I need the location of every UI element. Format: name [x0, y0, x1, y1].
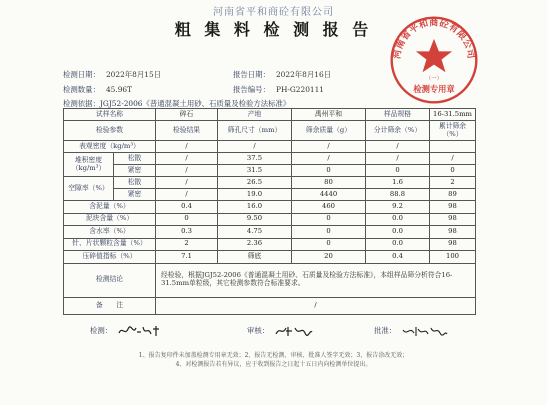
- cell: /: [156, 141, 218, 153]
- tester-label: 检测：: [90, 326, 113, 335]
- cell: 0: [292, 213, 366, 226]
- report-no-value: PH-G220111: [275, 85, 325, 94]
- cell: /: [156, 189, 218, 201]
- quantity-value: 45.96T: [105, 85, 133, 94]
- cell: 2.36: [218, 238, 292, 251]
- footnote-line-1: 1、报告复印件未加盖检测专用章无效；2、报告无检测、审核、批准人签字无效；3、报告涂改无效；: [138, 352, 409, 359]
- cell: 紧密: [114, 165, 156, 177]
- report-title: 粗 集 料 检 测 报 告: [174, 20, 373, 39]
- report-date-value: 2022年8月16日: [275, 70, 332, 79]
- reviewer-label: 审核：: [247, 326, 270, 335]
- remark-row: [64, 297, 476, 314]
- origin-value: 禹州平和: [292, 109, 366, 121]
- cell: 2: [430, 177, 476, 189]
- stamp-ring-text: 河南省平和商砼有限公司: [391, 17, 477, 60]
- cell: 1.6: [366, 177, 430, 189]
- cell: /: [366, 153, 430, 165]
- remark-label: 备 注: [64, 297, 156, 314]
- approver-label: 批准：: [374, 326, 397, 335]
- report-date-row: [233, 69, 331, 80]
- cell: 98: [430, 213, 476, 226]
- table-header-row: [64, 121, 476, 141]
- cell: 100: [430, 251, 476, 264]
- cell: 88.8: [366, 189, 430, 201]
- cell: 0: [430, 165, 476, 177]
- cell: 89: [430, 189, 476, 201]
- cell: /: [156, 165, 218, 177]
- cell: /: [430, 153, 476, 165]
- cell: 0.0: [366, 226, 430, 239]
- cell: 20: [292, 251, 366, 264]
- result-header: 检验结果: [156, 121, 218, 141]
- cell: 0.4: [156, 201, 218, 214]
- cell: 4.75: [218, 226, 292, 239]
- table-row: [64, 238, 476, 251]
- sample-date-value: 2022年8月15日: [105, 70, 162, 79]
- sample-name-label: 试样名称: [64, 109, 156, 121]
- cell: 80: [292, 177, 366, 189]
- report-no-row: [233, 84, 324, 95]
- spec-label: 样品规格: [366, 109, 430, 121]
- reviewer-signature: [247, 324, 314, 338]
- cell: 松散: [114, 153, 156, 165]
- table-row: [64, 141, 476, 153]
- cell: 0.0: [366, 213, 430, 226]
- cell: 98: [430, 226, 476, 239]
- cell: /: [156, 153, 218, 165]
- remark-text: /: [156, 297, 476, 314]
- table-row: [64, 165, 476, 177]
- table-row: [64, 109, 476, 121]
- cell: 紧密: [114, 189, 156, 201]
- tester-handwritten-signature: [117, 324, 163, 338]
- cell: /: [292, 153, 366, 165]
- cell: 9.50: [218, 213, 292, 226]
- cell: /: [218, 141, 292, 153]
- void-ratio-label: 空隙率（%）: [64, 177, 114, 201]
- crushing-value-label: 压碎值指标（%）: [64, 251, 156, 264]
- sample-name-value: 碎石: [156, 109, 218, 121]
- tester-signature: [90, 324, 163, 338]
- conclusion-row: [64, 263, 476, 297]
- basis-label: 检测依据：: [63, 99, 100, 108]
- table-row: [64, 251, 476, 264]
- reviewer-handwritten-signature: [274, 324, 314, 338]
- cell: 7.1: [156, 251, 218, 264]
- cell: 19.0: [218, 189, 292, 201]
- cell: 0: [366, 165, 430, 177]
- cumulative-retained-header: 累计筛余（%）: [430, 121, 476, 141]
- basis-value: JGJ52-2006《普通混凝土用砂、石质量及检验方法标准》: [99, 99, 291, 108]
- approver-signature: [374, 324, 449, 338]
- cell: 26.5: [218, 177, 292, 189]
- cell: 31.5: [218, 165, 292, 177]
- quantity-label: 检测数量：: [63, 85, 100, 94]
- cell: 98: [430, 201, 476, 214]
- cell: /: [156, 177, 218, 189]
- table-row: [64, 189, 476, 201]
- sample-date-label: 检测日期：: [63, 70, 100, 79]
- sample-date-row: [63, 69, 161, 80]
- apparent-density-label: 表观密度（kg/m³）: [64, 141, 156, 153]
- table-row: [64, 177, 476, 189]
- flaky-particles-label: 针、片状颗粒含量（%）: [64, 238, 156, 251]
- cell: 0.0: [366, 238, 430, 251]
- cell: 460: [292, 201, 366, 214]
- cell: /: [366, 141, 430, 153]
- param-header: 检验参数: [64, 121, 156, 141]
- cell: 0.3: [156, 226, 218, 239]
- company-name: 河南省平和商砼有限公司: [213, 7, 334, 18]
- cell: 16.0: [218, 201, 292, 214]
- spec-value: 16-31.5mm: [430, 109, 476, 121]
- sieve-size-header: 筛孔尺寸（mm）: [218, 121, 292, 141]
- cell: 0: [156, 213, 218, 226]
- quantity-row: [63, 84, 132, 95]
- cell: 9.2: [366, 201, 430, 214]
- cell: 松散: [114, 177, 156, 189]
- footnote-line-2: 4、对检测报告若有异议，应于收到报告之日起十五日内向检测单位提出。: [175, 360, 372, 368]
- clay-content-label: 含泥量（%）: [64, 201, 156, 214]
- cell: 0.4: [366, 251, 430, 264]
- cell: 0: [292, 165, 366, 177]
- cell: 98: [430, 238, 476, 251]
- inspection-stamp: [388, 14, 480, 106]
- stamp-center-text: 检测专用章: [413, 84, 455, 95]
- table-row: [64, 226, 476, 239]
- report-date-label: 报告日期：: [233, 70, 270, 79]
- cell: [430, 141, 476, 153]
- partial-retained-header: 分计筛余（%）: [366, 121, 430, 141]
- table-row: [64, 153, 476, 165]
- cell: 0: [292, 238, 366, 251]
- origin-label: 产地: [218, 109, 292, 121]
- conclusion-text: 经检验，根据JGJ52-2006《普通混凝土用砂、石质量及检验方法标准》，本组样品筛分析符合16-31.5mm单粒级，其它检测参数符合标准要求。: [156, 263, 476, 297]
- bulk-density-label: 堆积密度（kg/m³）: [64, 153, 114, 177]
- clay-lump-label: 泥块含量（%）: [64, 213, 156, 226]
- cell: 4440: [292, 189, 366, 201]
- moisture-label: 含水率（%）: [64, 226, 156, 239]
- table-row: [64, 201, 476, 214]
- cell: 筛底: [218, 251, 292, 264]
- stamp-small-text: （一）: [425, 76, 443, 83]
- cell: 37.5: [218, 153, 292, 165]
- approver-handwritten-signature: [401, 324, 449, 338]
- result-table: [63, 108, 476, 315]
- footnotes: [0, 352, 547, 369]
- table-row: [64, 213, 476, 226]
- cell: 2: [156, 238, 218, 251]
- conclusion-label: 检测结论: [64, 263, 156, 297]
- retained-mass-header: 筛余质量（g）: [292, 121, 366, 141]
- report-no-label: 报告编号：: [233, 85, 270, 94]
- cell: 0: [292, 226, 366, 239]
- cell: /: [292, 141, 366, 153]
- stamp-star-icon: [416, 39, 452, 72]
